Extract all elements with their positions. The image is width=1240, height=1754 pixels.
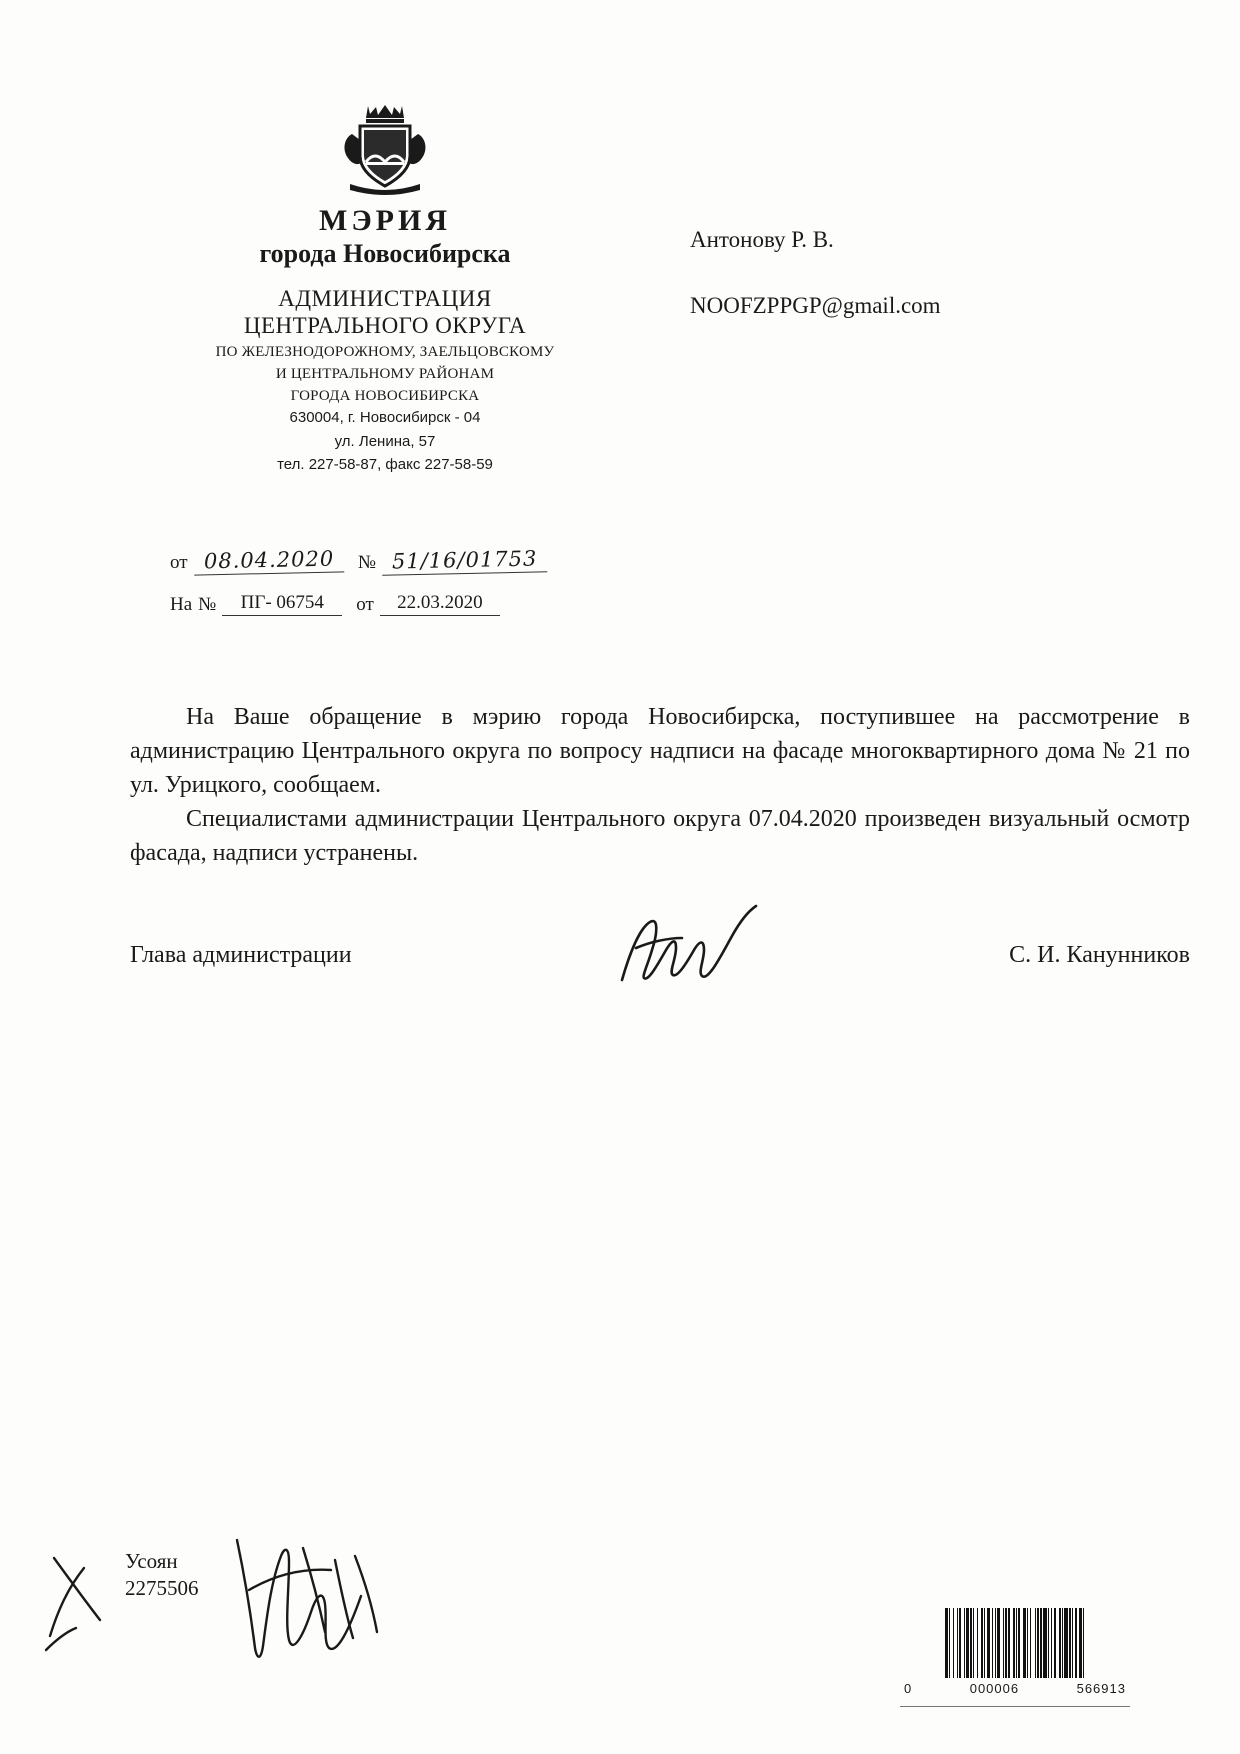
addressee-email: NOOFZPPGP@gmail.com (690, 292, 941, 318)
org-address-line3: тел. 227-58-87, факс 227-58-59 (277, 455, 493, 473)
reference-block (170, 548, 610, 634)
org-title: МЭРИЯ (319, 204, 451, 237)
date-value: 08.04.2020 (193, 546, 344, 575)
body-paragraph-1: На Ваше обращение в мэрию города Новосибирска, поступившее на рассмотрение в администрацию Центрального округа по вопросу надписи на фасаде многоквартирного дома № 21 по ул. Урицкого, сообщаем. (130, 704, 1190, 799)
org-address-line2: ул. Ленина, 57 (334, 432, 436, 450)
org-sub-line1: ПО ЖЕЛЕЗНОДОРОЖНОМУ, ЗАЕЛЬЦОВСКОМУ (215, 344, 555, 361)
coat-of-arms-icon (330, 100, 440, 196)
reply-date-label: от (356, 594, 374, 615)
barcode-left-digit: 0 (904, 1681, 913, 1696)
reply-number-value: ПГ- 06754 (222, 592, 342, 616)
org-city: города Новосибирска (259, 239, 511, 268)
reply-number-label: № (198, 594, 217, 615)
executor-block (125, 1548, 199, 1603)
org-sub-line3: ГОРОДА НОВОСИБИРСКА (290, 387, 480, 404)
barcode-group-1: 000006 (969, 1681, 1020, 1696)
outgoing-reference-line (170, 548, 610, 574)
executor-name: Усоян (125, 1549, 178, 1573)
number-value: 51/16/01753 (382, 546, 548, 575)
org-admin-line2: ЦЕНТРАЛЬНОГО ОКРУГА (243, 313, 527, 339)
barcode-digits (900, 1681, 1130, 1696)
org-sub-line2: И ЦЕНТРАЛЬНОМУ РАЙОНАМ (275, 365, 495, 382)
signer-name: С. И. Канунников (1009, 942, 1190, 968)
signature-row (130, 930, 1190, 1000)
signer-title: Глава администрации (130, 942, 352, 968)
org-admin-line1: АДМИНИСТРАЦИЯ (278, 285, 492, 311)
date-label: от (170, 552, 188, 573)
org-address-line1: 630004, г. Новосибирск - 04 (289, 409, 481, 427)
executor-phone: 2275506 (125, 1576, 199, 1601)
number-label: № (357, 552, 376, 573)
second-signature-icon (215, 1520, 395, 1670)
barcode-area (900, 1608, 1130, 1696)
letterhead (150, 100, 620, 475)
addressee-block (690, 218, 1170, 327)
footer-divider (900, 1706, 1130, 1707)
handwritten-signature-icon (610, 902, 850, 992)
body-paragraph-2: Специалистами администрации Центрального округа 07.04.2020 произведен визуальный осмотр фасада, надписи устранены. (130, 806, 1190, 867)
executor-initial-icon (40, 1540, 120, 1660)
letter-body (130, 700, 1190, 870)
barcode-image (900, 1608, 1130, 1678)
addressee-name: Антонову Р. В. (690, 227, 834, 252)
reply-prefix: На (170, 594, 193, 615)
barcode-group-2: 566913 (1076, 1681, 1126, 1696)
reply-date-value: 22.03.2020 (380, 592, 500, 616)
incoming-reference-line (170, 592, 610, 616)
